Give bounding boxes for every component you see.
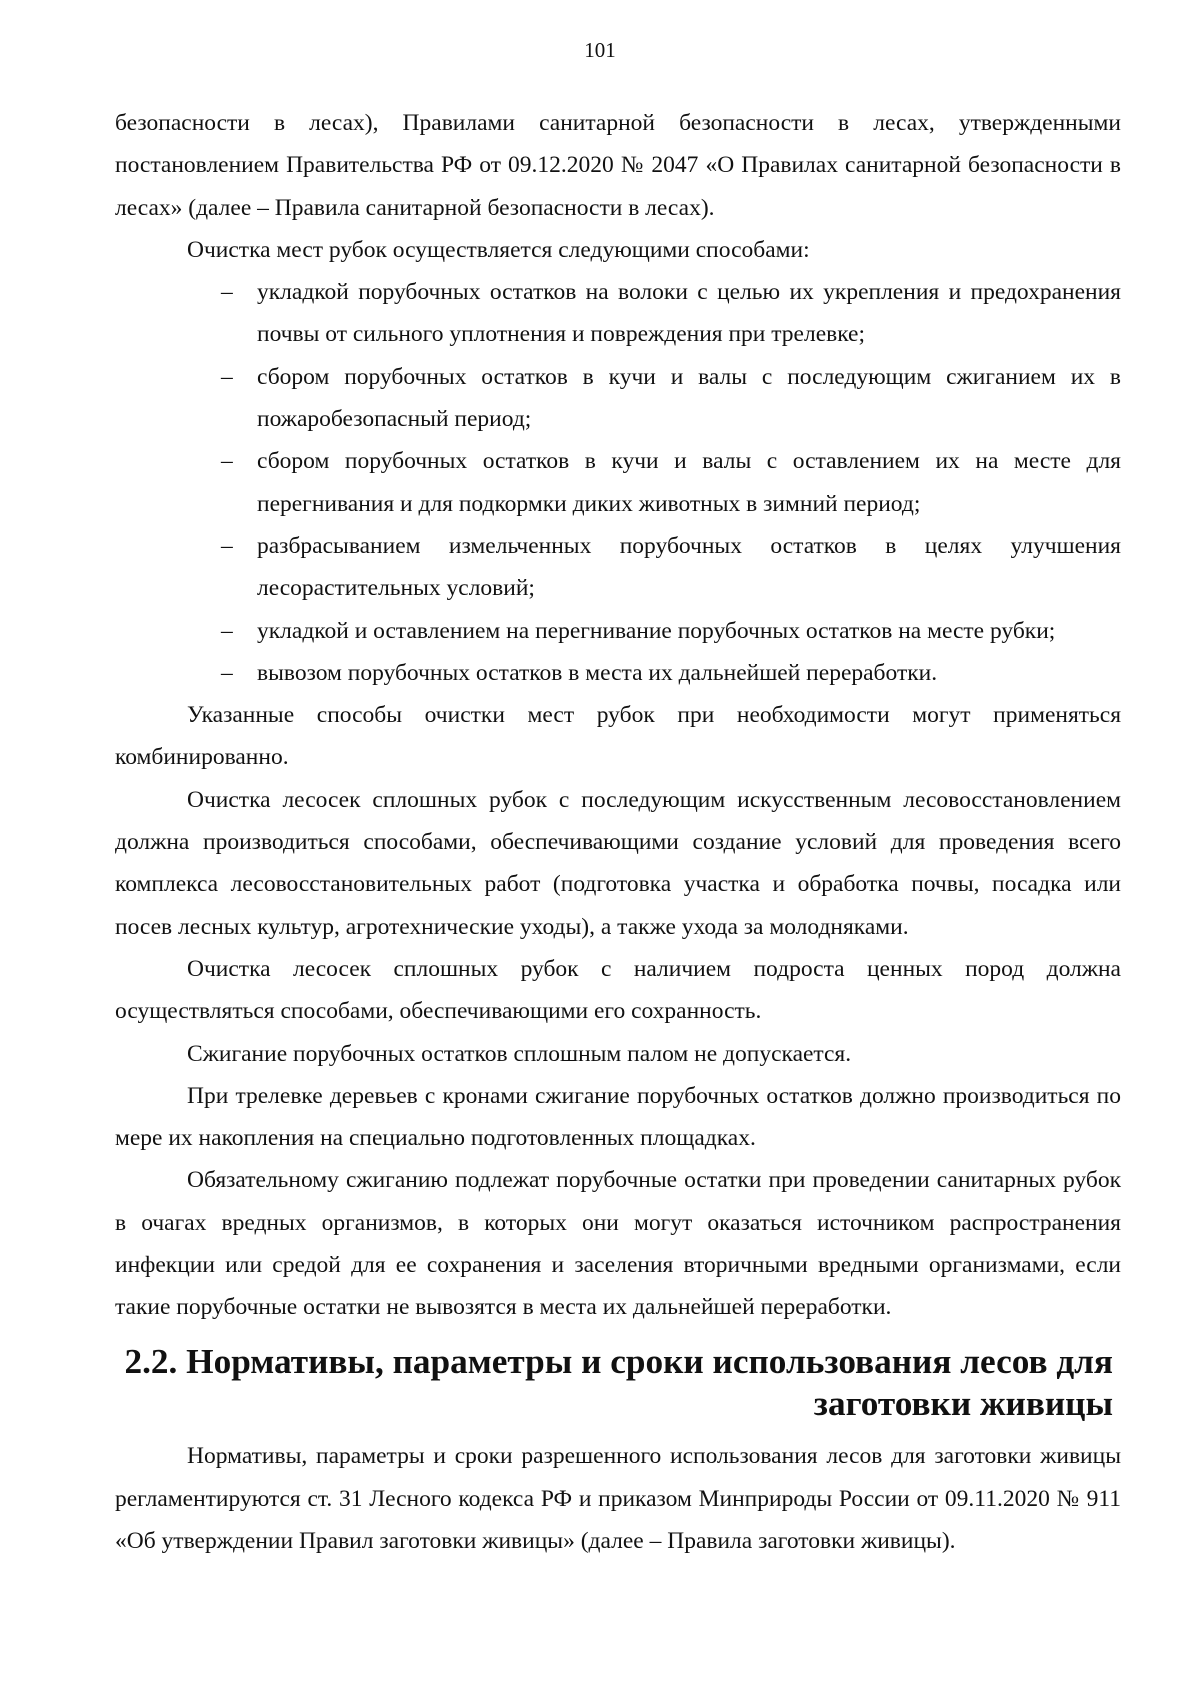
list-item bbox=[115, 525, 1121, 610]
section-heading: 2.2. Нормативы, параметры и сроки использования лесов для заготовки живицы bbox=[124, 1341, 1113, 1423]
list-dash: – bbox=[221, 532, 233, 559]
list-item bbox=[115, 652, 1121, 694]
list-dash: – bbox=[221, 363, 233, 390]
paragraph: Обязательному сжиганию подлежат порубочные остатки при проведении санитарных рубок в очагах вредных организмов, в которых они могут оказаться источником распространения инфекции или средой для ее сохранения и заселения вторичными вредными организмами, если такие порубочные остатки не вывозятся в места их дальнейшей переработки. bbox=[115, 1167, 1121, 1321]
paragraph: Очистка лесосек сплошных рубок с наличием подроста ценных пород должна осуществляться способами, обеспечивающими его сохранность. bbox=[115, 955, 1121, 1025]
document-body bbox=[115, 102, 1121, 1562]
list-dash: – bbox=[221, 617, 233, 644]
list-item-text: вывозом порубочных остатков в места их дальнейшей переработки. bbox=[257, 659, 938, 686]
list-dash: – bbox=[221, 659, 233, 686]
paragraph: Указанные способы очистки мест рубок при необходимости могут применяться комбинированно. bbox=[115, 702, 1121, 771]
cleanup-methods-list bbox=[115, 271, 1121, 694]
paragraph: Нормативы, параметры и сроки разрешенного использования лесов для заготовки живицы регламентируются ст. 31 Лесного кодекса РФ и приказом Минприроды России от 09.11.2020 № 911 «Об утверждении Правил заготовки живицы» (далее – Правила заготовки живицы). bbox=[115, 1443, 1121, 1554]
list-item-text: укладкой и оставлением на перегнивание порубочных остатков на месте рубки; bbox=[257, 617, 1056, 644]
list-item-text: укладкой порубочных остатков на волоки с целью их укрепления и предохранения почвы от сильного уплотнения и повреждения при трелевке; bbox=[257, 279, 1121, 348]
list-item bbox=[115, 271, 1121, 356]
list-item bbox=[115, 356, 1121, 441]
page-number: 101 bbox=[584, 38, 616, 62]
paragraph-continuation: безопасности в лесах), Правилами санитарной безопасности в лесах, утвержденными постановлением Правительства РФ от 09.12.2020 № 2047 «О Правилах санитарной безопасности в лесах» (далее – Правила санитарной безопасности в лесах). bbox=[115, 110, 1121, 221]
paragraph-list-intro: Очистка мест рубок осуществляется следующими способами: bbox=[187, 236, 810, 263]
list-dash: – bbox=[221, 279, 233, 306]
paragraph: Сжигание порубочных остатков сплошным палом не допускается. bbox=[187, 1040, 852, 1067]
paragraph: Очистка лесосек сплошных рубок с последующим искусственным лесовосстановлением должна производиться способами, обеспечивающими создание условий для проведения всего комплекса лесовосстановительных работ (подготовка участка и обработка почвы, посадка или посев лесных культур, агротехнические уходы), а также ухода за молодняками. bbox=[115, 786, 1121, 940]
list-item-text: сбором порубочных остатков в кучи и валы с оставлением их на месте для перегнивания и для подкормки диких животных в зимний период; bbox=[257, 448, 1121, 517]
list-dash: – bbox=[221, 448, 233, 475]
list-item bbox=[115, 610, 1121, 652]
list-item bbox=[115, 440, 1121, 525]
paragraph: При трелевке деревьев с кронами сжигание порубочных остатков должно производиться по мере их накопления на специально подготовленных площадках. bbox=[115, 1082, 1121, 1152]
list-item-text: разбрасыванием измельченных порубочных остатков в целях улучшения лесорастительных условий; bbox=[257, 532, 1121, 602]
list-item-text: сбором порубочных остатков в кучи и валы с последующим сжиганием их в пожаробезопасный период; bbox=[257, 363, 1121, 433]
